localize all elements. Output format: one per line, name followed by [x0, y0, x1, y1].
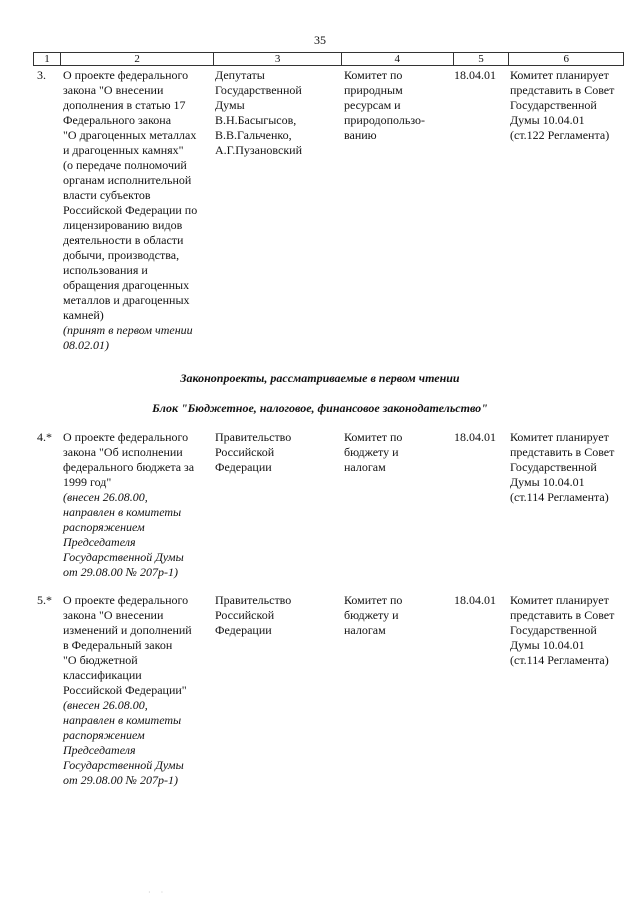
column-header-4: 4 — [341, 53, 453, 65]
text-line: Федерации — [215, 623, 272, 637]
table-row — [33, 593, 624, 788]
text-line: Государственной — [510, 460, 597, 474]
bill-note-line: Председателя — [63, 743, 136, 757]
bill-note-line: Председателя — [63, 535, 136, 549]
row-number: 5.* — [37, 593, 52, 607]
text-line: деятельности в области — [63, 233, 184, 247]
text-line: Комитет планирует — [510, 430, 609, 444]
text-line: власти субъектов — [63, 188, 151, 202]
text-line: Государственной — [215, 83, 302, 97]
page-number: 35 — [314, 33, 326, 47]
text-line: (ст.114 Регламента) — [510, 490, 609, 504]
text-line: изменений и дополнений — [63, 623, 192, 637]
responsible-committee — [341, 68, 453, 353]
table-row — [33, 430, 624, 580]
bill-author — [213, 430, 341, 580]
table-row — [33, 68, 624, 353]
text-line: (ст.122 Регламента) — [510, 128, 610, 142]
bill-note-line: (принят в первом чтении — [63, 323, 193, 337]
text-line: камней) — [63, 308, 104, 322]
bill-note-line: от 29.08.00 № 207р-1) — [63, 773, 178, 787]
text-line: органам исполнительной — [63, 173, 192, 187]
text-line: О проекте федерального — [63, 430, 189, 444]
responsible-committee — [341, 430, 453, 580]
column-header-3: 3 — [213, 53, 341, 65]
text-line: природопользо- — [344, 113, 425, 127]
committee-plan — [509, 430, 624, 580]
bill-author — [213, 68, 341, 353]
bill-note-line: (внесен 26.08.00, — [63, 698, 148, 712]
text-line: В.В.Гальченко, — [215, 128, 292, 142]
text-line: Комитет по — [344, 68, 403, 82]
bill-note-line: (внесен 26.08.00, — [63, 490, 148, 504]
text-line: Государственной — [510, 623, 597, 637]
review-date: 18.04.01 — [454, 430, 496, 444]
text-line: налогам — [344, 460, 386, 474]
review-date: 18.04.01 — [454, 593, 496, 607]
review-date: 18.04.01 — [454, 68, 496, 82]
bill-title — [63, 593, 213, 788]
committee-plan — [509, 68, 624, 353]
column-header-row — [33, 52, 624, 66]
committee-plan — [509, 593, 624, 788]
text-line: федерального бюджета за — [63, 460, 195, 474]
text-line: Думы — [215, 98, 245, 112]
text-line: "О драгоценных металлах — [63, 128, 197, 142]
bill-title — [63, 68, 213, 353]
bill-note-line: направлен в комитеты — [63, 505, 182, 519]
text-line: ванию — [344, 128, 377, 142]
text-line: Государственной — [510, 98, 597, 112]
bill-note-line: от 29.08.00 № 207р-1) — [63, 565, 178, 579]
text-line: обращения драгоценных — [63, 278, 190, 292]
text-line: закона "О внесении — [63, 83, 164, 97]
text-line: добычи, производства, — [63, 248, 180, 262]
row-number: 3. — [37, 68, 46, 82]
text-line: А.Г.Пузановский — [215, 143, 302, 157]
text-line: природным — [344, 83, 403, 97]
scan-mark: · · — [148, 888, 168, 897]
text-line: Думы 10.04.01 — [510, 638, 585, 652]
bill-note-line: распоряжением — [63, 728, 145, 742]
text-line: классификации — [63, 668, 142, 682]
text-line: "О бюджетной — [63, 653, 138, 667]
text-line: дополнения в статью 17 — [63, 98, 186, 112]
text-line: Федерации — [215, 460, 272, 474]
text-line: представить в Совет — [510, 445, 615, 459]
text-line: О проекте федерального — [63, 593, 189, 607]
text-line: Российской — [215, 445, 275, 459]
bill-title — [63, 430, 213, 580]
text-line: использования и — [63, 263, 148, 277]
text-line: Российской — [215, 608, 275, 622]
text-line: закона "О внесении — [63, 608, 164, 622]
text-line: представить в Совет — [510, 608, 615, 622]
bill-note-line: распоряжением — [63, 520, 145, 534]
text-line: Российской Федерации по — [63, 203, 198, 217]
text-line: Правительство — [215, 430, 292, 444]
text-line: Российской Федерации" — [63, 683, 187, 697]
text-line: (о передаче полномочий — [63, 158, 187, 172]
text-line: бюджету и — [344, 608, 399, 622]
responsible-committee — [341, 593, 453, 788]
text-line: Комитет планирует — [510, 593, 609, 607]
section-heading-first-reading: Законопроекты, рассматриваемые в первом чтении — [180, 371, 460, 385]
bill-note-line: Государственной Думы — [63, 550, 184, 564]
text-line: Комитет планирует — [510, 68, 609, 82]
text-line: представить в Совет — [510, 83, 615, 97]
bill-note-line: 08.02.01) — [63, 338, 109, 352]
text-line: лицензированию видов — [63, 218, 183, 232]
text-line: Комитет по — [344, 430, 403, 444]
text-line: В.Н.Басыгысов, — [215, 113, 297, 127]
column-header-1: 1 — [44, 53, 50, 65]
text-line: Депутаты — [215, 68, 265, 82]
text-line: налогам — [344, 623, 386, 637]
column-header-2: 2 — [60, 53, 213, 65]
column-header-6: 6 — [508, 53, 623, 65]
text-line: О проекте федерального — [63, 68, 189, 82]
row-number: 4.* — [37, 430, 52, 444]
text-line: бюджету и — [344, 445, 399, 459]
text-line: Правительство — [215, 593, 292, 607]
bill-note-line: направлен в комитеты — [63, 713, 182, 727]
bill-author — [213, 593, 341, 788]
text-line: в Федеральный закон — [63, 638, 173, 652]
text-line: Думы 10.04.01 — [510, 113, 585, 127]
text-line: и драгоценных камнях" — [63, 143, 184, 157]
text-line: Комитет по — [344, 593, 403, 607]
text-line: ресурсам и — [344, 98, 401, 112]
text-line: Думы 10.04.01 — [510, 475, 585, 489]
column-header-5: 5 — [453, 53, 509, 65]
text-line: (ст.114 Регламента) — [510, 653, 609, 667]
text-line: Федерального закона — [63, 113, 172, 127]
text-line: закона "Об исполнении — [63, 445, 183, 459]
bill-note-line: Государственной Думы — [63, 758, 184, 772]
section-heading-budget-block: Блок "Бюджетное, налоговое, финансовое законодательство" — [152, 401, 488, 415]
text-line: 1999 год" — [63, 475, 112, 489]
text-line: металлов и драгоценных — [63, 293, 190, 307]
